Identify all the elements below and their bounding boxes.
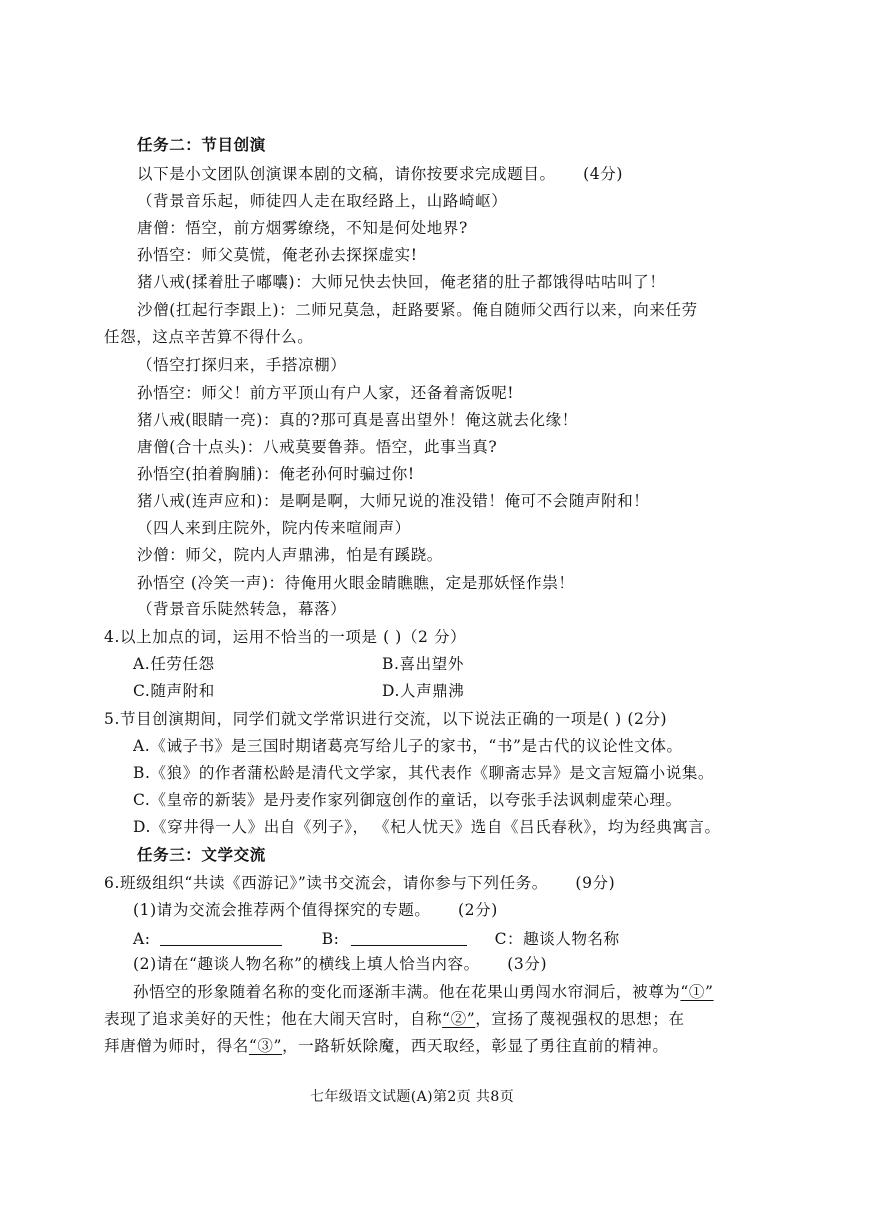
q6-answer-a-blank[interactable] [160, 927, 282, 946]
task2-intro-text: 以下是小文团队创演课本剧的文稿，请你按要求完成题目。 [137, 165, 556, 183]
script-line: 猪八戒(连声应和)：是啊是啊，大师兄说的准没错！俺可不会随声附和！ [137, 492, 650, 510]
q4-option-c: C.随声附和 [133, 682, 215, 700]
q6-para-text: ，宣扬了蔑视强权的思想；在 [475, 1010, 685, 1028]
q6-sub1-text: (1)请为交流会推荐两个值得探究的专题。 [133, 901, 431, 919]
script-line: （悟空打探归来，手搭凉棚） [137, 356, 347, 374]
script-line: （背景音乐起，师徒四人走在取经路上，山路崎岖） [137, 192, 508, 210]
script-line: 孙悟空(拍着胸脯)：俺老孙何时骗过你! [137, 465, 415, 483]
q6-paragraph-line [104, 1035, 668, 1057]
q5-option-b: B.《狼》的作者蒲松龄是清代文学家，其代表作《聊斋志异》是文言短篇小说集。 [133, 764, 715, 782]
q6-stem-points: (9分) [575, 874, 616, 892]
q4-option-d: D.人声鼎沸 [382, 682, 465, 700]
q6-paragraph-line [104, 1008, 685, 1030]
script-line: 沙僧(扛起行李跟上)：二师兄莫急，赶路要紧。俺自随师父西行以来，向来任劳 [137, 301, 698, 319]
task2-heading: 任务二：节目创演 [137, 135, 266, 154]
q6-stem-text: 6.班级组织“共读《西游记》”读书交流会，请你参与下列任务。 [104, 874, 548, 892]
q6-para-text: 表现了追求美好的天性；他在大闹天宫时，自称 [104, 1010, 443, 1028]
script-line: 猪八戒(揉着肚子嘟囔)：大师兄快去快回，俺老猪的肚子都饿得咕咕叫了！ [137, 273, 666, 291]
task2-intro [137, 163, 623, 185]
task3-heading: 任务三：文学交流 [137, 845, 266, 864]
q6-sub2-points: (3分) [507, 955, 548, 973]
q6-sub1-points: (2分) [458, 901, 498, 919]
script-line: （四人来到庄院外，院内传来喧闹声） [137, 519, 411, 537]
q6-sub2-text: (2)请在“趣谈人物名称”的横线上填人恰当内容。 [133, 955, 480, 973]
page-footer: 七年级语文试题(A)第2页 共8页 [310, 1089, 515, 1105]
script-line: 孙悟空：师父莫慌，俺老孙去探探虚实! [137, 246, 418, 264]
q4-option-a: A.任劳任怨 [133, 655, 215, 673]
q6-label-c: C：趣谈人物名称 [494, 930, 620, 948]
task2-intro-points: (4分) [583, 165, 623, 183]
script-line: 唐僧：悟空，前方烟雾缭绕，不知是何处地界? [137, 219, 468, 237]
q6-blank-3[interactable]: “③” [248, 1037, 283, 1055]
q4-option-b: B.喜出望外 [382, 655, 464, 673]
q6-para-text: 孙悟空的形象随着名称的变化而逐渐丰满。他在花果山勇闯水帘洞后，被尊为 [133, 983, 681, 1001]
q6-sub1 [133, 899, 498, 921]
script-line: （背景音乐陡然转急，幕落） [137, 600, 347, 618]
q5-stem: 5.节目创演期间，同学们就文学常识进行交流，以下说法正确的一项是( ) (2分) [104, 710, 668, 728]
q6-blank-1[interactable]: “①” [680, 983, 714, 1001]
script-line: 沙僧：师父，院内人声鼎沸，怕是有蹊跷。 [137, 546, 443, 564]
script-line: 孙悟空 (冷笑一声)：待俺用火眼金睛瞧瞧，定是那妖怪作祟！ [137, 574, 575, 592]
script-line: 孙悟空：师父！前方平顶山有户人家，还备着斋饭呢! [137, 384, 515, 402]
q6-paragraph-line [133, 981, 714, 1003]
q5-option-a: A.《诫子书》是三国时期诸葛亮写给儿子的家书，“书”是古代的议论性文体。 [133, 737, 683, 755]
q6-answer-b-blank[interactable] [351, 927, 467, 946]
q4-stem: 4.以上加点的词，运用不恰当的一项是 ( )（2 分） [104, 628, 467, 646]
script-line: 唐僧(合十点头)：八戒莫要鲁莽。悟空，此事当真? [137, 438, 498, 456]
script-line: 任怨，这点辛苦算不得什么。 [104, 328, 314, 346]
q6-answer-row [133, 927, 620, 950]
q6-label-a: A: [133, 930, 151, 948]
script-line: 猪八戒(眼睛一亮)：真的?那可真是喜出望外！俺这就去化缘！ [137, 411, 578, 429]
q5-option-c: C.《皇帝的新装》是丹麦作家列御寇创作的童话，以夸张手法讽刺虚荣心理。 [133, 791, 682, 809]
q6-para-text: 拜唐僧为师时，得名 [104, 1037, 249, 1055]
q5-option-d: D.《穿井得一人》出自《列子》， 《杞人忧天》选自《吕氏春秋》，均为经典寓言。 [133, 818, 721, 836]
q6-label-b: B: [321, 930, 340, 948]
q6-blank-2[interactable]: “②” [442, 1010, 476, 1028]
q6-para-text: ，一路斩妖除魔，西天取经，彰显了勇往直前的精神。 [282, 1037, 669, 1055]
q6-sub2 [133, 953, 547, 975]
q6-stem [104, 872, 615, 894]
